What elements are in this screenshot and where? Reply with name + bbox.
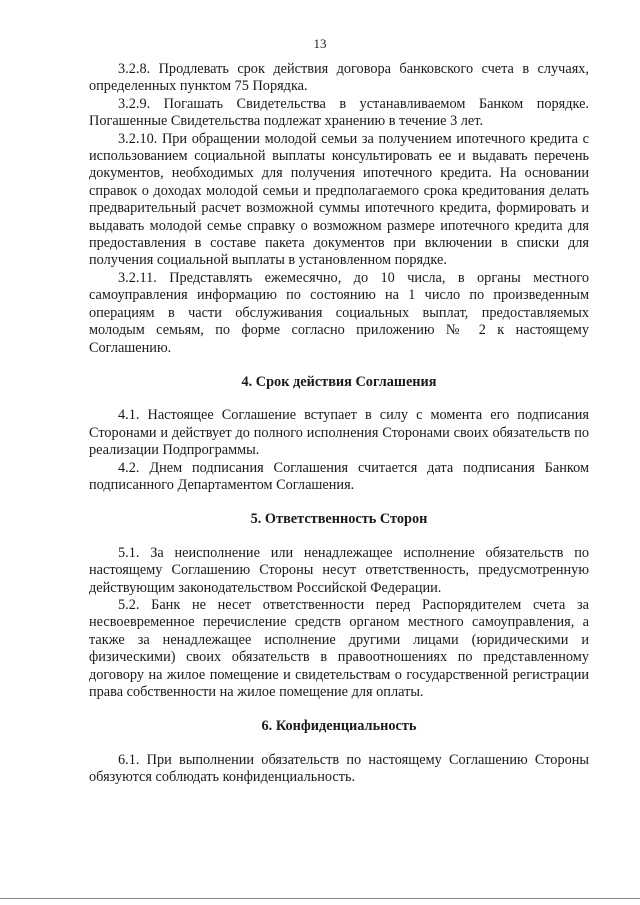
section-5-heading: 5. Ответственность Сторон <box>250 511 428 528</box>
clause-5-2: 5.2. Банк не несет ответственности перед Распорядителем счета за несвоевременное перечисление средств органом местного самоуправления, а также за ненадлежащее исполнение другими лицами (юридическими и физическими) своих обязательств в правоотношениях по представленному договору на жилое помещение и свидетельствам о государственной регистрации права собственности на жилое помещение для оплаты. <box>89 596 589 700</box>
clause-3-2-10: 3.2.10. При обращении молодой семьи за получением ипотечного кредита с использованием социальной выплаты консультировать ее и выдавать перечень документов, необходимых для получения ипотечного кредита. На основании справок о доходах молодой семьи и предполагаемого срока кредитования делать предварительный расчет возможной суммы ипотечного кредита, формировать и выдавать молодой семье справку о возможном размере ипотечного кредита для предоставления в составе пакета документов при включении в списки для получения социальной выплаты в установленном порядке. <box>89 130 589 269</box>
scan-edge-line <box>0 898 640 899</box>
clause-4-1: 4.1. Настоящее Соглашение вступает в силу с момента его подписания Сторонами и действует до полного исполнения Сторонами своих обязательств по реализации Подпрограммы. <box>89 407 589 459</box>
clause-3-2-9: 3.2.9. Погашать Свидетельства в устанавливаемом Банком порядке. Погашенные Свидетельства подлежат хранению в течение 3 лет. <box>89 95 589 130</box>
section-4-heading: 4. Срок действия Соглашения <box>241 373 437 390</box>
clause-3-2-8: 3.2.8. Продлевать срок действия договора банковского счета в случаях, определенных пунктом 75 Порядка. <box>89 61 589 95</box>
clause-3-2-11: 3.2.11. Представлять ежемесячно, до 10 числа, в органы местного самоуправления информацию по состоянию на 1 число по произведенным операциям в части обслуживания социальных выплат, предоставляемых молодым семьям, по форме согласно приложению № 2 к настоящему Соглашению. <box>89 269 589 356</box>
page-number: 13 <box>313 36 327 51</box>
clause-5-1: 5.1. За неисполнение или ненадлежащее исполнение обязательств по настоящему Соглашению Стороны несут ответственность, предусмотренную действующим законодательством Российской Федерации. <box>89 544 589 596</box>
clause-4-2: 4.2. Днем подписания Соглашения считается дата подписания Банком подписанного Департаментом Соглашения. <box>89 459 589 493</box>
clause-6-1: 6.1. При выполнении обязательств по настоящему Соглашению Стороны обязуются соблюдать конфиденциальность. <box>89 751 589 786</box>
document-body <box>89 61 589 787</box>
section-6-heading: 6. Конфиденциальность <box>261 718 417 735</box>
